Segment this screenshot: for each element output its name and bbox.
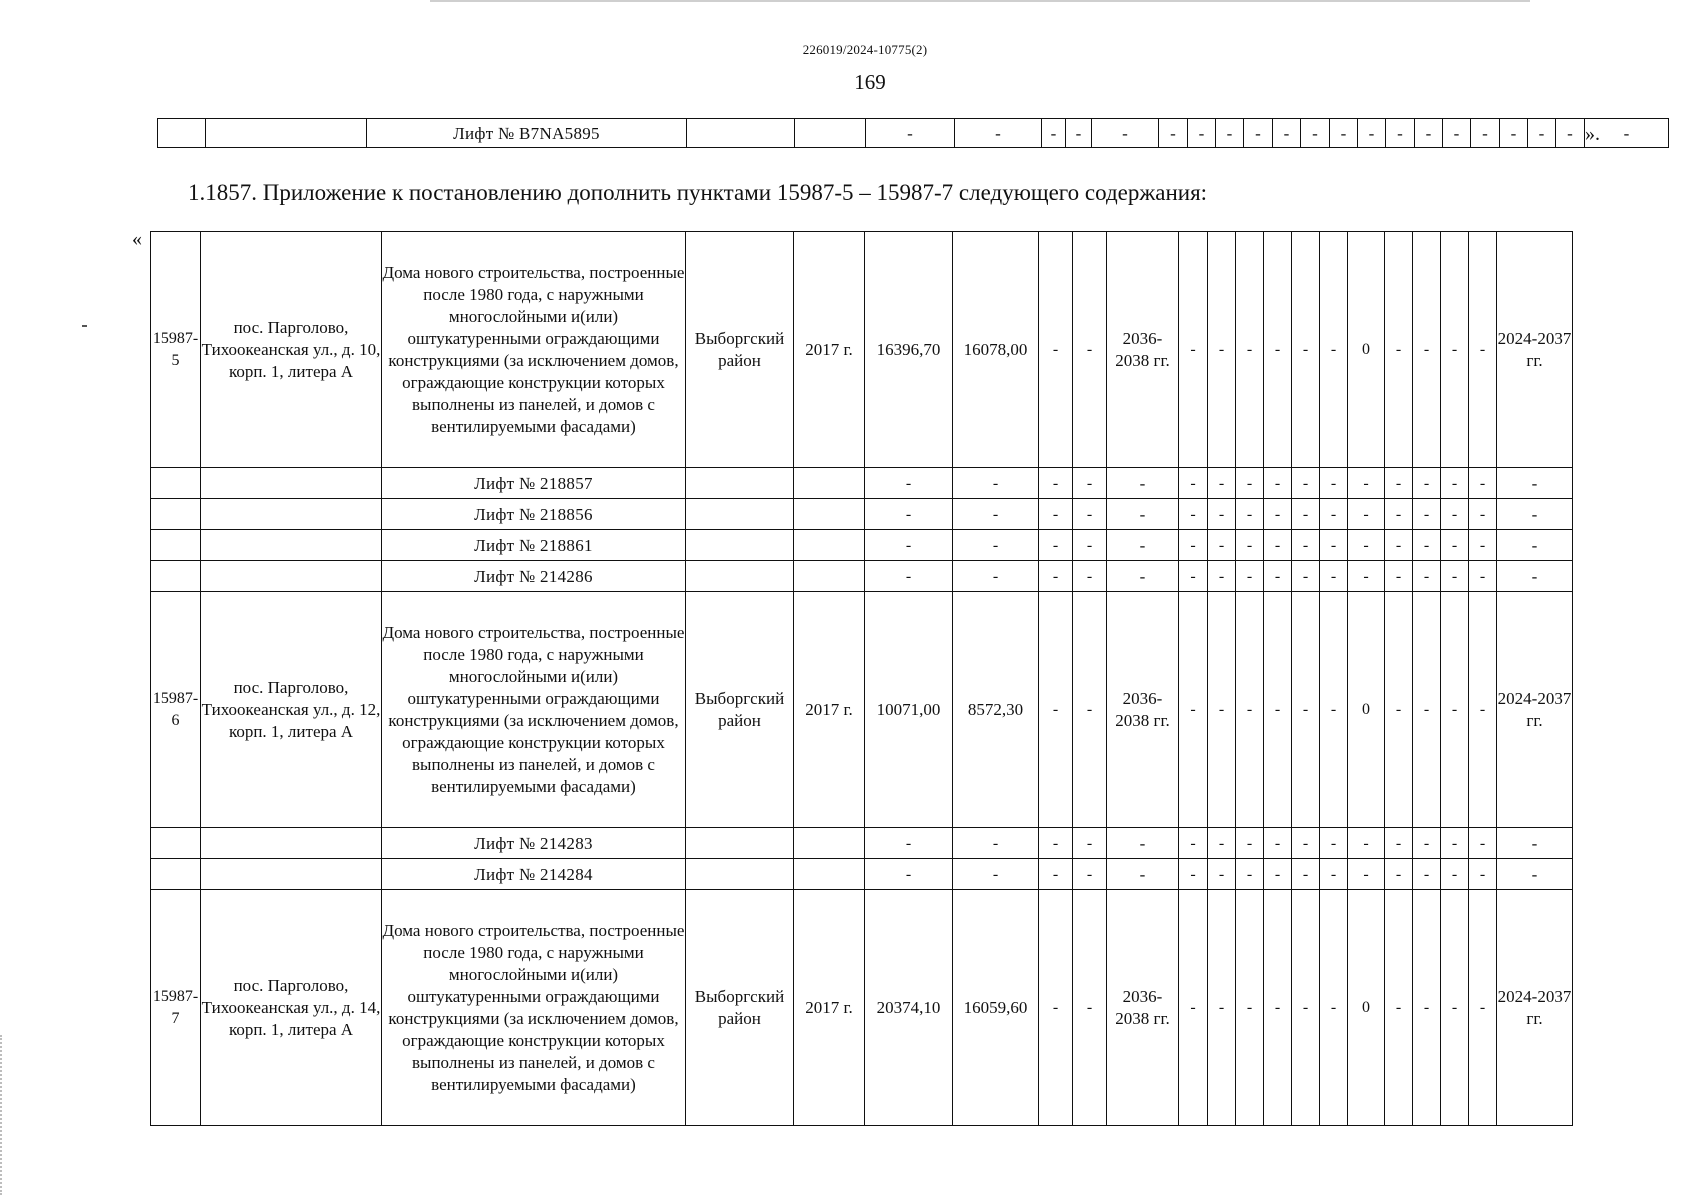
cell-d: -: [1208, 561, 1236, 592]
cell-d: 0: [1348, 592, 1385, 828]
cell-d: -: [1469, 468, 1497, 499]
cell-district: [686, 828, 794, 859]
cell-d: -: [1441, 890, 1469, 1126]
cell-d: -: [1320, 499, 1348, 530]
cell-c2: -: [1073, 468, 1107, 499]
cell-d: -: [1385, 828, 1413, 859]
cell-area-total: -: [866, 119, 955, 148]
cell-d: -: [1469, 530, 1497, 561]
cell-d: -: [1385, 232, 1413, 468]
cell-final: -: [1497, 828, 1573, 859]
cell-c1: -: [1039, 499, 1073, 530]
cell-d: -: [1208, 828, 1236, 859]
cell-year: [794, 530, 865, 561]
cell-d: -: [1358, 119, 1386, 148]
cell-area-living: 8572,30: [953, 592, 1039, 828]
cell-district: [686, 530, 794, 561]
cell-area-total: -: [865, 499, 953, 530]
cell-d: -: [1236, 592, 1264, 828]
building-row: [151, 592, 1573, 828]
cell-address: [206, 119, 367, 148]
cell-d: -: [1179, 499, 1208, 530]
cell-area-living: -: [953, 859, 1039, 890]
cell-area-living: -: [955, 119, 1042, 148]
cell-address: [201, 828, 382, 859]
cell-d: -: [1320, 561, 1348, 592]
previous-table-row: [158, 119, 1669, 148]
cell-work-period: -: [1107, 859, 1179, 890]
cell-c2: -: [1073, 890, 1107, 1126]
cell-final: -: [1497, 530, 1573, 561]
cell-c1: -: [1039, 828, 1073, 859]
cell-d: -: [1469, 890, 1497, 1126]
cell-d: -: [1208, 859, 1236, 890]
cell-d: -: [1348, 859, 1385, 890]
cell-d: -: [1264, 828, 1292, 859]
cell-year: [794, 468, 865, 499]
cell-d: -: [1320, 530, 1348, 561]
cell-d: -: [1385, 592, 1413, 828]
cell-district: [686, 499, 794, 530]
cell-d: -: [1208, 890, 1236, 1126]
lift-row: [151, 530, 1573, 561]
cell-work-period: -: [1107, 530, 1179, 561]
cell-address: [201, 499, 382, 530]
cell-year: [794, 828, 865, 859]
cell-d: -: [1441, 592, 1469, 828]
cell-d: -: [1385, 499, 1413, 530]
cell-c1: -: [1042, 119, 1066, 148]
cell-year: 2017 г.: [794, 890, 865, 1126]
cell-d: -: [1320, 859, 1348, 890]
cell-d: -: [1208, 499, 1236, 530]
cell-d: -: [1264, 859, 1292, 890]
cell-c1: -: [1039, 232, 1073, 468]
scan-artifact-left-edge: [0, 1035, 5, 1195]
cell-d: -: [1179, 561, 1208, 592]
cell-d: -: [1386, 119, 1415, 148]
cell-d: -: [1441, 561, 1469, 592]
lift-row: [151, 499, 1573, 530]
cell-d: -: [1179, 890, 1208, 1126]
cell-d: -: [1292, 828, 1320, 859]
cell-c2: -: [1073, 828, 1107, 859]
cell-district: [686, 561, 794, 592]
previous-table-fragment: [157, 118, 1669, 148]
cell-lift-label: Лифт № 218857: [382, 468, 686, 499]
cell-d: -: [1413, 828, 1441, 859]
cell-work-period: -: [1107, 468, 1179, 499]
cell-d: -: [1469, 859, 1497, 890]
cell-c1: -: [1039, 592, 1073, 828]
cell-c1: -: [1039, 561, 1073, 592]
cell-d: -: [1188, 119, 1216, 148]
cell-d: -: [1348, 468, 1385, 499]
cell-d: -: [1179, 859, 1208, 890]
cell-d: -: [1348, 561, 1385, 592]
cell-district: [687, 119, 795, 148]
cell-d: -: [1385, 859, 1413, 890]
cell-d: -: [1264, 890, 1292, 1126]
cell-c1: -: [1039, 890, 1073, 1126]
cell-final: -: [1497, 561, 1573, 592]
cell-work-period: 2036-2038 гг.: [1107, 592, 1179, 828]
cell-work-period: 2036-2038 гг.: [1107, 232, 1179, 468]
cell-num: [151, 859, 201, 890]
cell-d: 0: [1348, 232, 1385, 468]
lift-row: [151, 859, 1573, 890]
cell-area-living: -: [953, 530, 1039, 561]
cell-d: -: [1208, 468, 1236, 499]
cell-d: -: [1208, 530, 1236, 561]
cell-district: [686, 468, 794, 499]
cell-d: -: [1469, 499, 1497, 530]
cell-d: -: [1348, 530, 1385, 561]
cell-work-period: -: [1107, 828, 1179, 859]
cell-area-total: 20374,10: [865, 890, 953, 1126]
cell-d: -: [1556, 119, 1585, 148]
cell-num: [158, 119, 206, 148]
cell-d: -: [1208, 592, 1236, 828]
cell-d: -: [1273, 119, 1301, 148]
cell-work-period: -: [1107, 561, 1179, 592]
document-id: 226019/2024-10775(2): [802, 42, 928, 57]
cell-d: -: [1441, 859, 1469, 890]
cell-d: -: [1469, 592, 1497, 828]
cell-d: -: [1179, 232, 1208, 468]
cell-final: -: [1497, 468, 1573, 499]
cell-num: [151, 499, 201, 530]
cell-d: -: [1292, 468, 1320, 499]
cell-d: -: [1413, 859, 1441, 890]
cell-num: 15987-7: [151, 890, 201, 1126]
cell-area-total: -: [865, 561, 953, 592]
cell-d: -: [1236, 530, 1264, 561]
cell-d: -: [1441, 828, 1469, 859]
cell-d: -: [1348, 499, 1385, 530]
cell-d: -: [1292, 499, 1320, 530]
cell-area-total: -: [865, 859, 953, 890]
cell-lift-label: Лифт № 214284: [382, 859, 686, 890]
cell-d: -: [1471, 119, 1500, 148]
cell-c2: -: [1066, 119, 1092, 148]
addendum-table-body: [151, 232, 1573, 1126]
cell-address: [201, 859, 382, 890]
cell-d: -: [1385, 890, 1413, 1126]
cell-lift-label: Лифт № 218856: [382, 499, 686, 530]
cell-c1: -: [1039, 468, 1073, 499]
cell-area-total: 16396,70: [865, 232, 953, 468]
cell-d: -: [1292, 232, 1320, 468]
cell-d: -: [1264, 232, 1292, 468]
cell-d: -: [1441, 499, 1469, 530]
cell-address: пос. Парголово, Тихоокеанская ул., д. 12, корп. 1, литера А: [201, 592, 382, 828]
cell-c2: -: [1073, 499, 1107, 530]
cell-year: 2017 г.: [794, 592, 865, 828]
cell-d: -: [1292, 859, 1320, 890]
cell-d: -: [1413, 530, 1441, 561]
building-row: [151, 890, 1573, 1126]
cell-d: -: [1385, 530, 1413, 561]
cell-d: -: [1208, 232, 1236, 468]
cell-work-period: 2036-2038 гг.: [1107, 890, 1179, 1126]
scan-artifact-top-line: [430, 0, 1530, 2]
cell-d: -: [1443, 119, 1471, 148]
cell-d: -: [1236, 468, 1264, 499]
cell-d: -: [1264, 592, 1292, 828]
cell-d: -: [1236, 561, 1264, 592]
cell-work-period: -: [1107, 499, 1179, 530]
cell-area-living: 16078,00: [953, 232, 1039, 468]
lift-row: [151, 468, 1573, 499]
cell-final: 2024-2037 гг.: [1497, 592, 1573, 828]
cell-c2: -: [1073, 561, 1107, 592]
cell-area-total: -: [865, 468, 953, 499]
cell-final: 2024-2037 гг.: [1497, 890, 1573, 1126]
cell-year: [794, 859, 865, 890]
cell-c2: -: [1073, 859, 1107, 890]
cell-c1: -: [1039, 530, 1073, 561]
cell-year: [795, 119, 866, 148]
cell-d: -: [1413, 561, 1441, 592]
cell-d: -: [1244, 119, 1273, 148]
cell-d: -: [1159, 119, 1188, 148]
page-number: 169: [854, 70, 886, 94]
cell-d: -: [1264, 530, 1292, 561]
cell-d: -: [1469, 828, 1497, 859]
cell-area-living: 16059,60: [953, 890, 1039, 1126]
cell-d: -: [1469, 232, 1497, 468]
cell-final: -: [1585, 119, 1669, 148]
cell-d: -: [1292, 592, 1320, 828]
cell-area-living: -: [953, 561, 1039, 592]
cell-d: -: [1264, 561, 1292, 592]
cell-area-total: 10071,00: [865, 592, 953, 828]
cell-d: -: [1385, 468, 1413, 499]
cell-d: -: [1415, 119, 1443, 148]
cell-district: [686, 859, 794, 890]
cell-d: -: [1500, 119, 1528, 148]
cell-d: -: [1441, 468, 1469, 499]
cell-d: -: [1320, 468, 1348, 499]
cell-work-period: -: [1092, 119, 1159, 148]
cell-d: -: [1413, 592, 1441, 828]
cell-c2: -: [1073, 530, 1107, 561]
cell-lift-label: Лифт № B7NA5895: [367, 119, 687, 148]
cell-num: [151, 828, 201, 859]
cell-num: 15987-6: [151, 592, 201, 828]
cell-c2: -: [1073, 592, 1107, 828]
cell-d: -: [1236, 890, 1264, 1126]
addendum-table: [150, 231, 1573, 1126]
cell-lift-label: Лифт № 218861: [382, 530, 686, 561]
cell-address: пос. Парголово, Тихоокеанская ул., д. 10, корп. 1, литера А: [201, 232, 382, 468]
cell-d: -: [1320, 890, 1348, 1126]
cell-num: [151, 468, 201, 499]
cell-year: 2017 г.: [794, 232, 865, 468]
cell-d: 0: [1348, 890, 1385, 1126]
cell-d: -: [1413, 499, 1441, 530]
lift-row: [151, 828, 1573, 859]
cell-area-living: -: [953, 468, 1039, 499]
cell-d: -: [1179, 468, 1208, 499]
cell-d: -: [1216, 119, 1244, 148]
cell-d: -: [1413, 232, 1441, 468]
cell-building-type: Дома нового строительства, построенные после 1980 года, с наружными многослойными и(или) оштукатуренными ограждающими конструкциями (за исключением домов, ограждающие конструкции которых выполнены из панелей, и домов с вентилируемыми фасадами): [382, 232, 686, 468]
cell-d: -: [1264, 499, 1292, 530]
cell-final: -: [1497, 859, 1573, 890]
cell-building-type: Дома нового строительства, построенные после 1980 года, с наружными многослойными и(или) оштукатуренными ограждающими конструкциями (за исключением домов, ограждающие конструкции которых выполнены из панелей, и домов с вентилируемыми фасадами): [382, 592, 686, 828]
scan-artifact-stray-mark: [82, 325, 87, 327]
cell-d: -: [1441, 530, 1469, 561]
cell-area-total: -: [865, 828, 953, 859]
cell-year: [794, 561, 865, 592]
cell-d: -: [1179, 592, 1208, 828]
cell-d: -: [1179, 530, 1208, 561]
cell-c1: -: [1039, 859, 1073, 890]
cell-final: -: [1497, 499, 1573, 530]
cell-d: -: [1292, 890, 1320, 1126]
cell-district: Выборгский район: [686, 890, 794, 1126]
cell-num: 15987-5: [151, 232, 201, 468]
cell-district: Выборгский район: [686, 592, 794, 828]
cell-district: Выборгский район: [686, 232, 794, 468]
cell-area-total: -: [865, 530, 953, 561]
cell-d: -: [1385, 561, 1413, 592]
cell-address: [201, 561, 382, 592]
cell-area-living: -: [953, 499, 1039, 530]
cell-d: -: [1441, 232, 1469, 468]
cell-d: -: [1236, 828, 1264, 859]
cell-address: [201, 530, 382, 561]
cell-address: пос. Парголово, Тихоокеанская ул., д. 14, корп. 1, литера А: [201, 890, 382, 1126]
cell-d: -: [1348, 828, 1385, 859]
cell-d: -: [1236, 232, 1264, 468]
cell-lift-label: Лифт № 214283: [382, 828, 686, 859]
cell-d: -: [1413, 468, 1441, 499]
cell-d: -: [1236, 499, 1264, 530]
cell-c2: -: [1073, 232, 1107, 468]
cell-area-living: -: [953, 828, 1039, 859]
cell-d: -: [1292, 561, 1320, 592]
opening-quote: «: [132, 228, 142, 250]
cell-d: -: [1292, 530, 1320, 561]
cell-d: -: [1236, 859, 1264, 890]
closing-quote: ».: [1585, 123, 1600, 145]
cell-d: -: [1179, 828, 1208, 859]
cell-d: -: [1528, 119, 1556, 148]
cell-address: [201, 468, 382, 499]
cell-d: -: [1469, 561, 1497, 592]
section-heading: 1.1857. Приложение к постановлению дополнить пунктами 15987-5 – 15987-7 следующего содержания:: [188, 180, 1208, 205]
cell-d: -: [1320, 592, 1348, 828]
cell-num: [151, 530, 201, 561]
cell-d: -: [1301, 119, 1330, 148]
cell-d: -: [1264, 468, 1292, 499]
cell-d: -: [1330, 119, 1358, 148]
cell-building-type: Дома нового строительства, построенные после 1980 года, с наружными многослойными и(или) оштукатуренными ограждающими конструкциями (за исключением домов, ограждающие конструкции которых выполнены из панелей, и домов с вентилируемыми фасадами): [382, 890, 686, 1126]
cell-d: -: [1413, 890, 1441, 1126]
cell-d: -: [1320, 232, 1348, 468]
cell-lift-label: Лифт № 214286: [382, 561, 686, 592]
building-row: [151, 232, 1573, 468]
cell-final: 2024-2037 гг.: [1497, 232, 1573, 468]
lift-row: [151, 561, 1573, 592]
cell-num: [151, 561, 201, 592]
cell-d: -: [1320, 828, 1348, 859]
cell-year: [794, 499, 865, 530]
